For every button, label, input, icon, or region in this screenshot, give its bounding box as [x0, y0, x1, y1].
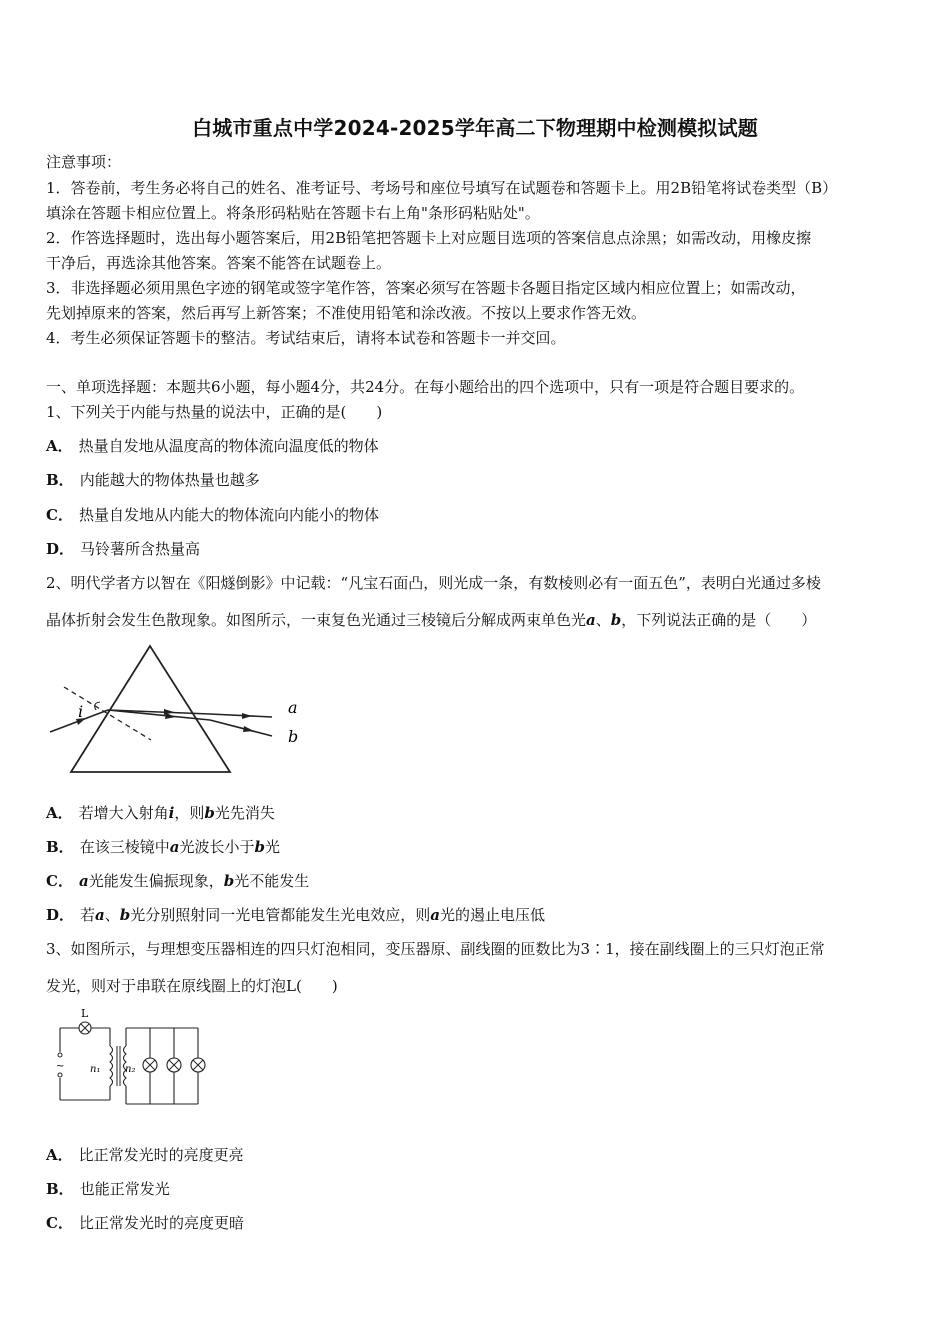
secondary-lamp-2: [167, 1058, 181, 1072]
arrowhead-a: [164, 709, 174, 715]
terminal-bottom: [58, 1073, 62, 1077]
notice-line: 2．作答选择题时，选出每小题答案后，用2B铅笔把答题卡上对应题目选项的答案信息点涂黑；如需改动，用橡皮擦: [46, 229, 812, 247]
notice-line: 干净后，再选涂其他答案。答案不能答在试题卷上。: [46, 254, 392, 272]
label-n2: n₂: [125, 1064, 136, 1075]
label-n1: n₁: [90, 1064, 101, 1075]
prism-figure: [46, 640, 308, 780]
terminal-top: [58, 1053, 62, 1057]
primary-coil: [110, 1046, 113, 1086]
q1-option-c: C． 热量自发地从内能大的物体流向内能小的物体: [46, 506, 379, 524]
notice-line: 3．非选择题必须用黑色字迹的钢笔或签字笔作答，答案必须写在答题卡各题目指定区域内相应位置上；如需改动，: [46, 279, 806, 297]
question-1-stem: 1、下列关于内能与热量的说法中，正确的是( ): [46, 403, 383, 421]
section-heading: 一、单项选择题：本题共6小题，每小题4分，共24分。在每小题给出的四个选项中，只有一项是符合题目要求的。: [46, 378, 805, 396]
q2-option-a: A． 若增大入射角i，则b光先消失: [46, 804, 275, 822]
question-2-stem-line1: 2、明代学者方以智在《阳燧倒影》中记载：“凡宝石面凸，则光成一条，有数棱则必有一面五色”，表明白光通过多棱: [46, 574, 821, 592]
notice-heading: 注意事项：: [46, 153, 122, 171]
notice-line: 先划掉原来的答案，然后再写上新答案；不准使用铅笔和涂改液。不按以上要求作答无效。: [46, 304, 647, 322]
question-2-stem-line2: 晶体折射会发生色散现象。如图所示，一束复色光通过三棱镜后分解成两束单色光a、b，下列说法正确的是（ ）: [46, 611, 817, 629]
q3-option-c: C． 比正常发光时的亮度更暗: [46, 1214, 244, 1232]
q3-option-a: A． 比正常发光时的亮度更亮: [46, 1146, 244, 1164]
prism-triangle: [71, 646, 230, 772]
outgoing-ray-b: [210, 720, 272, 736]
q2-option-c: C． a光能发生偏振现象，b光不能发生: [46, 872, 310, 890]
q1-option-b: B． 内能越大的物体热量也越多: [46, 471, 260, 489]
question-3-stem-line2: 发光，则对于串联在原线圈上的灯泡L( ): [46, 977, 338, 995]
ac-source-symbol: ~: [56, 1061, 65, 1072]
label-i: i: [78, 702, 84, 721]
outgoing-arrowhead-a: [242, 713, 252, 719]
q1-option-d: D． 马铃薯所含热量高: [46, 540, 201, 558]
notice-line: 填涂在答题卡相应位置上。将条形码粘贴在答题卡右上角"条形码粘贴处"。: [46, 204, 540, 222]
q3-option-b: B． 也能正常发光: [46, 1180, 170, 1198]
page-title: 白城市重点中学2024-2025学年高二下物理期中检测模拟试题: [192, 116, 758, 140]
transformer-figure: [50, 1008, 214, 1108]
label-l: L: [81, 1008, 89, 1020]
q1-option-a: A． 热量自发地从温度高的物体流向温度低的物体: [46, 437, 379, 455]
label-b: b: [288, 727, 299, 746]
notice-line: 1．答卷前，考生务必将自己的姓名、准考证号、考场号和座位号填写在试题卷和答题卡上。用2B铅笔将试卷类型（B）: [46, 179, 838, 197]
question-3-stem-line1: 3、如图所示，与理想变压器相连的四只灯泡相同，变压器原、副线圈的匝数比为3∶1，接在副线圈上的三只灯泡正常: [46, 940, 825, 958]
outgoing-ray-a: [210, 714, 272, 717]
outgoing-arrowhead-b: [243, 726, 254, 732]
label-a: a: [288, 698, 298, 717]
notice-line: 4．考生必须保证答题卡的整洁。考试结束后，请将本试卷和答题卡一并交回。: [46, 329, 566, 347]
secondary-lamp-1: [143, 1058, 157, 1072]
q2-option-b: B． 在该三棱镜中a光波长小于b光: [46, 838, 280, 856]
q2-option-d: D． 若a、b光分别照射同一光电管都能发生光电效应，则a光的遏止电压低: [46, 906, 546, 924]
secondary-lamp-3: [191, 1058, 205, 1072]
